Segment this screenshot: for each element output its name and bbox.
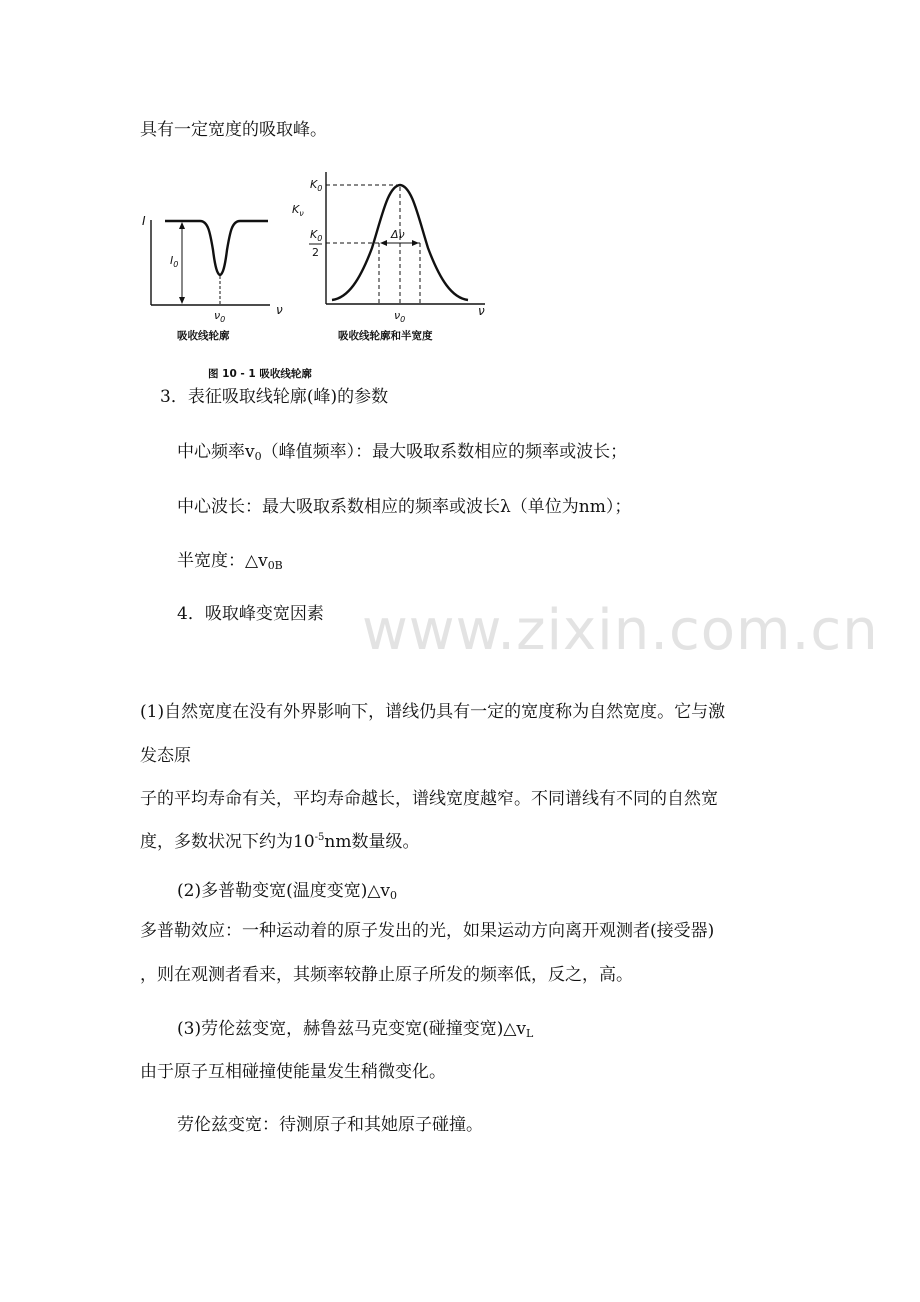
natural-width-line3: 子的平均寿命有关，平均寿命越长，谱线宽度越窄。不同谱线有不同的自然宽 (140, 789, 718, 809)
absorption-line-profile-figure (140, 168, 485, 388)
half-fraction-denominator: 2 (312, 246, 319, 259)
natural-width-line4: 度，多数状况下约为$10^{-5}nm$数量级。 (140, 832, 420, 852)
delta-nu-arrow-right (412, 240, 419, 246)
right-caption: 吸收线轮廓和半宽度 (338, 330, 433, 342)
right-panel (292, 172, 485, 342)
watermark: www.zixin.com.cn (362, 598, 879, 663)
right-x-axis-label: ν (478, 304, 485, 318)
natural-width-line2: 发态原 (140, 746, 191, 766)
left-panel (142, 214, 283, 342)
left-i0-label: $I_0$ (170, 254, 179, 269)
section3-heading: 3．表征吸取线轮廓(峰)的参数 (160, 387, 389, 407)
lorentz-heading: (3)劳伦兹变宽，赫鲁兹马克变宽(碰撞变宽)$\triangle v_L$ (177, 1019, 534, 1040)
doppler-heading: (2)多普勒变宽(温度变宽)$\triangle v_0$ (177, 881, 398, 902)
center-wavelength-line: 中心波长：最大吸取系数相应的频率或波长λ（单位为nm）； (177, 497, 632, 517)
left-i0-arrow-down (179, 297, 185, 304)
right-tick-label: $\nu_0$ (394, 309, 406, 324)
left-y-axis-label: I (142, 214, 146, 228)
left-i0-arrow-up (179, 222, 185, 229)
half-width-line: 半宽度：$\triangle v_{0B}$ (177, 551, 283, 572)
figure-caption: 图 10 - 1 吸收线轮廓 (208, 368, 312, 380)
lorentz-line1: 由于原子互相碰撞使能量发生稍微变化。 (140, 1062, 446, 1082)
half-fraction-numerator: $K_0$ (310, 228, 323, 243)
right-y-axis-label: $K_\nu$ (292, 203, 304, 218)
delta-nu-label: Δν (391, 228, 405, 241)
intro-line: 具有一定宽度的吸取峰。 (140, 120, 327, 140)
center-frequency-line: 中心频率$v_0$（峰值频率）：最大吸取系数相应的频率或波长； (177, 442, 628, 463)
left-caption: 吸收线轮廓 (177, 330, 230, 342)
doppler-line1: 多普勒效应：一种运动着的原子发出的光，如果运动方向离开观测者(接受器) (140, 921, 715, 941)
left-x-axis-label: ν (276, 303, 283, 317)
lorentz-line2: 劳伦兹变宽：待测原子和其她原子碰撞。 (177, 1115, 483, 1135)
natural-width-line1: (1)自然宽度在没有外界影响下，谱线仍具有一定的宽度称为自然宽度。它与激 (140, 702, 726, 722)
doppler-line2: ，则在观测者看来，其频率较静止原子所发的频率低，反之，高。 (140, 965, 633, 985)
peak-label: $K_0$ (310, 178, 323, 193)
section4-heading: 4．吸取峰变宽因素 (177, 604, 324, 624)
left-dip-curve (165, 221, 268, 275)
delta-nu-arrow-left (380, 240, 387, 246)
left-tick-label: $\nu_0$ (214, 309, 226, 324)
